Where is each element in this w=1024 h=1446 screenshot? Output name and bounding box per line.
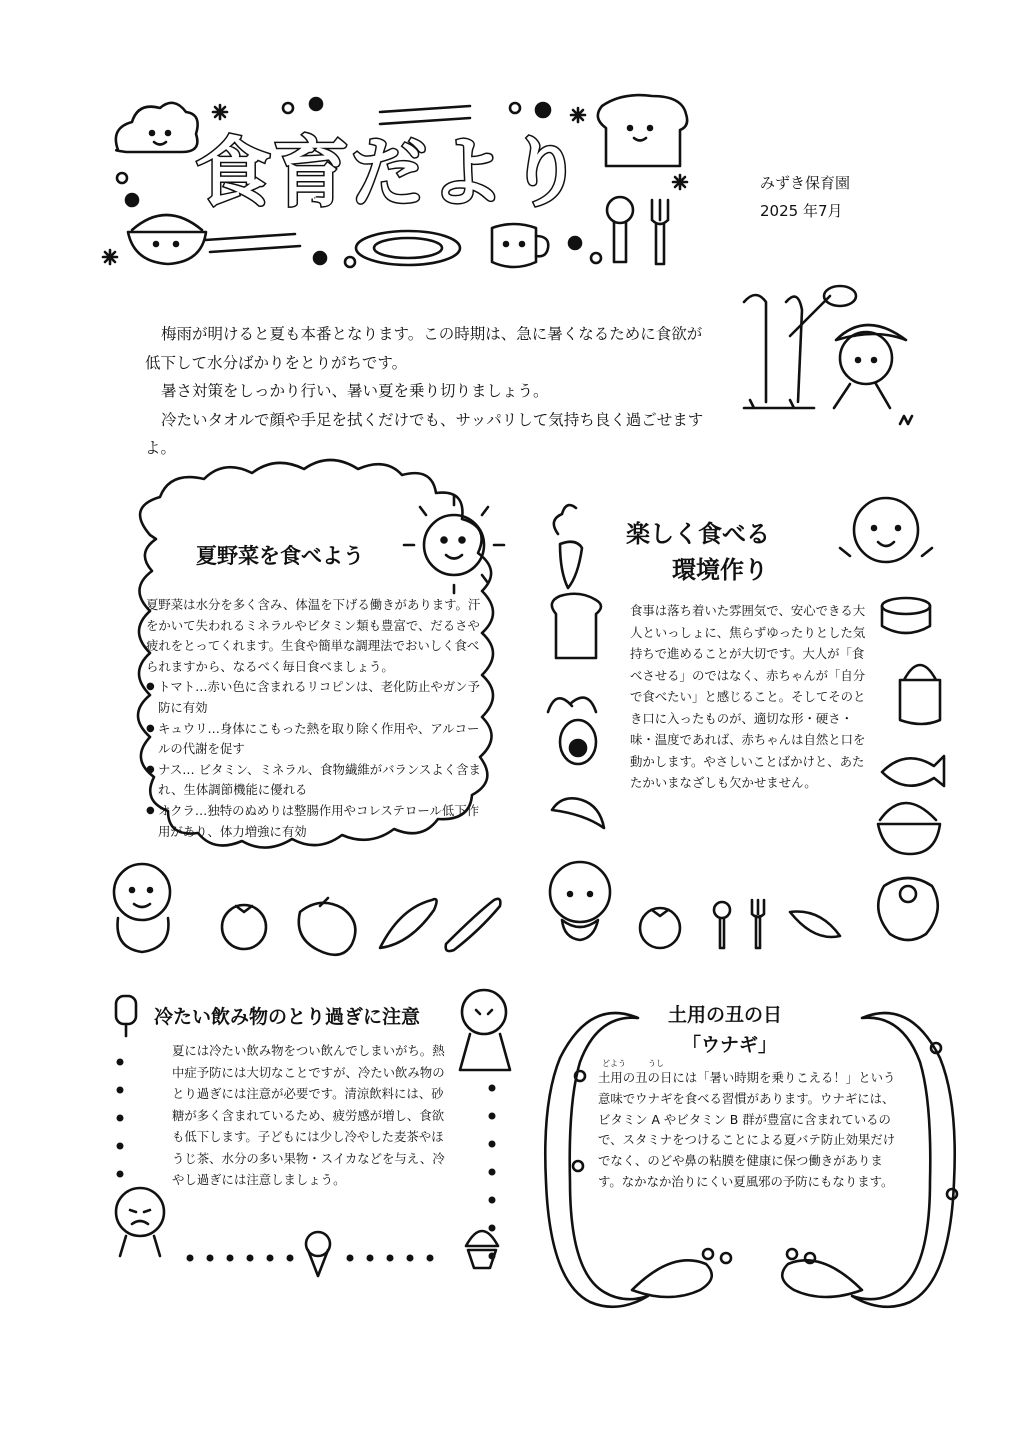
ruby-ushi: うし [648,1059,664,1068]
bib-icon [878,878,938,940]
spoon-fork-2-icon [714,900,764,948]
rice-bowl-icon [128,215,206,264]
cucumber-icon [446,899,501,951]
doyo-body [598,1068,898,1193]
plate-icon [356,231,460,265]
cloud-face-icon [116,103,198,152]
tomato-2-icon [640,908,680,948]
shaved-ice-icon [466,1231,498,1268]
spoon-fork-icon [607,197,668,264]
fun-eating-title-line2: 環境作り [672,556,768,584]
doyo-text: 土用の丑の日には「暑い時期を乗りこえる！」という意味でウナギを食べる習慣があります。ウナギには、ビタミン A やビタミン B 群が豊富に含まれているので、スタミナをつけることによる夏バテ防止効果だけでなく、のどや鼻の粘膜を健康に保つ働きがあります。なかなか治りにくい夏風邪の予防にもなります。 [598,1070,896,1189]
cup-icon [492,224,548,267]
page-title: 食育だより [195,128,585,217]
list-item: ● ナス… ビタミン、ミネラル、食物繊維がバランスよく含まれ、生体調節機能に優れる [146,760,488,801]
carrot-icon [554,505,582,588]
summer-veg-text: 夏野菜は水分を多く含み、体温を下げる働きがあります。汗をかいて失われるミネラルやビタミン類も豊富で、だるさや疲れをとってくれます。生食や簡単な調理法でおいしく食べられますから、なるべく毎日食べましょう。 [146,597,481,674]
intro-text [145,320,715,463]
list-item: ● トマト…赤い色に含まれるリコピンは、老化防止やガン予防に有効 [146,677,488,718]
summer-veg-title: 夏野菜を食べよう [196,544,364,568]
fun-eating-body [630,600,870,794]
shrimp-icon [790,912,840,938]
doyo-title-line1: 土用の丑の日 [668,1004,783,1026]
intro-paragraph: 冷たいタオルで顔や手足を拭くだけでも、サッパリして気持ち良く過ごせますよ。 [145,410,704,457]
baby-cup-icon [900,665,940,724]
list-item: ● オクラ…独特のぬめりは整腸作用やコレステロール低下作用があり、体力増強に有効 [146,801,488,842]
rice-bowl-2-icon [878,803,940,854]
doyo-title-line2: 「ウナギ」 [682,1034,778,1056]
fun-eating-text: 食事は落ち着いた雰囲気で、安心できる大人といっしょに、焦らずゆったりとした気持ちで進めることが大切です。大人が「食べさせる」のではなく、赤ちゃんが「自分で食べたい」と感じること。そしてそのとき口に入ったものが、適切な形・硬さ・味・温度であれば、赤ちゃんは自然と口を動かします。やさしいことばかけと、あたたかいまなざしも欠かせません。 [630,603,866,790]
list-item: ● キュウリ…身体にこもった熱を取り除く作用や、アルコールの代謝を促す [146,719,488,760]
child-net-icon [744,286,912,424]
bread-icon [552,594,601,658]
pot-icon [882,598,930,633]
baby-2-icon [550,862,610,940]
eggplant-icon [299,898,356,955]
cold-drinks-title: 冷たい飲み物のとり過ぎに注意 [154,1006,421,1028]
baby-face-icon [840,498,932,562]
bread-face-icon [598,95,687,166]
intro-paragraph: 暑さ対策をしっかり行い、暑い夏を乗り切りましょう。 [161,382,549,400]
boy-cold-icon [116,1188,164,1256]
cold-drinks-body [172,1040,452,1191]
cold-drinks-text: 夏には冷たい飲み物をつい飲んでしまいがち。熱中症予防には大切なことですが、冷たい飲み物のとり過ぎには注意が必要です。清涼飲料には、砂糖が多く含まれているため、疲労感が増し、食欲も低下します。子どもには少し冷やした麦茶やほうじ茶、水分の多い果物・スイカなどを与え、冷やし過ぎには注意しましょう。 [172,1043,445,1187]
org-name: みずき保育園 [760,174,851,192]
ruby-doyo: どよう [602,1059,626,1068]
issue-date: 2025 年7月 [760,202,843,220]
intro-paragraph: 梅雨が明けると夏も本番となります。この時期は、急に暑くなるために食欲が低下して水分ばかりをとりがちです。 [145,325,703,372]
okra-icon [380,899,437,948]
croissant-icon [552,798,604,828]
fun-eating-title-line1: 楽しく食べる [626,520,770,548]
summer-veg-list [146,677,488,842]
ice-cream-icon [306,1232,330,1276]
tomato-icon [222,905,266,949]
popsicle-icon [116,996,136,1036]
summer-veg-body [146,595,488,842]
egg-icon [548,698,596,764]
girl-icon [460,990,510,1070]
fish-icon [882,756,944,786]
child-eating-icon [114,864,170,952]
